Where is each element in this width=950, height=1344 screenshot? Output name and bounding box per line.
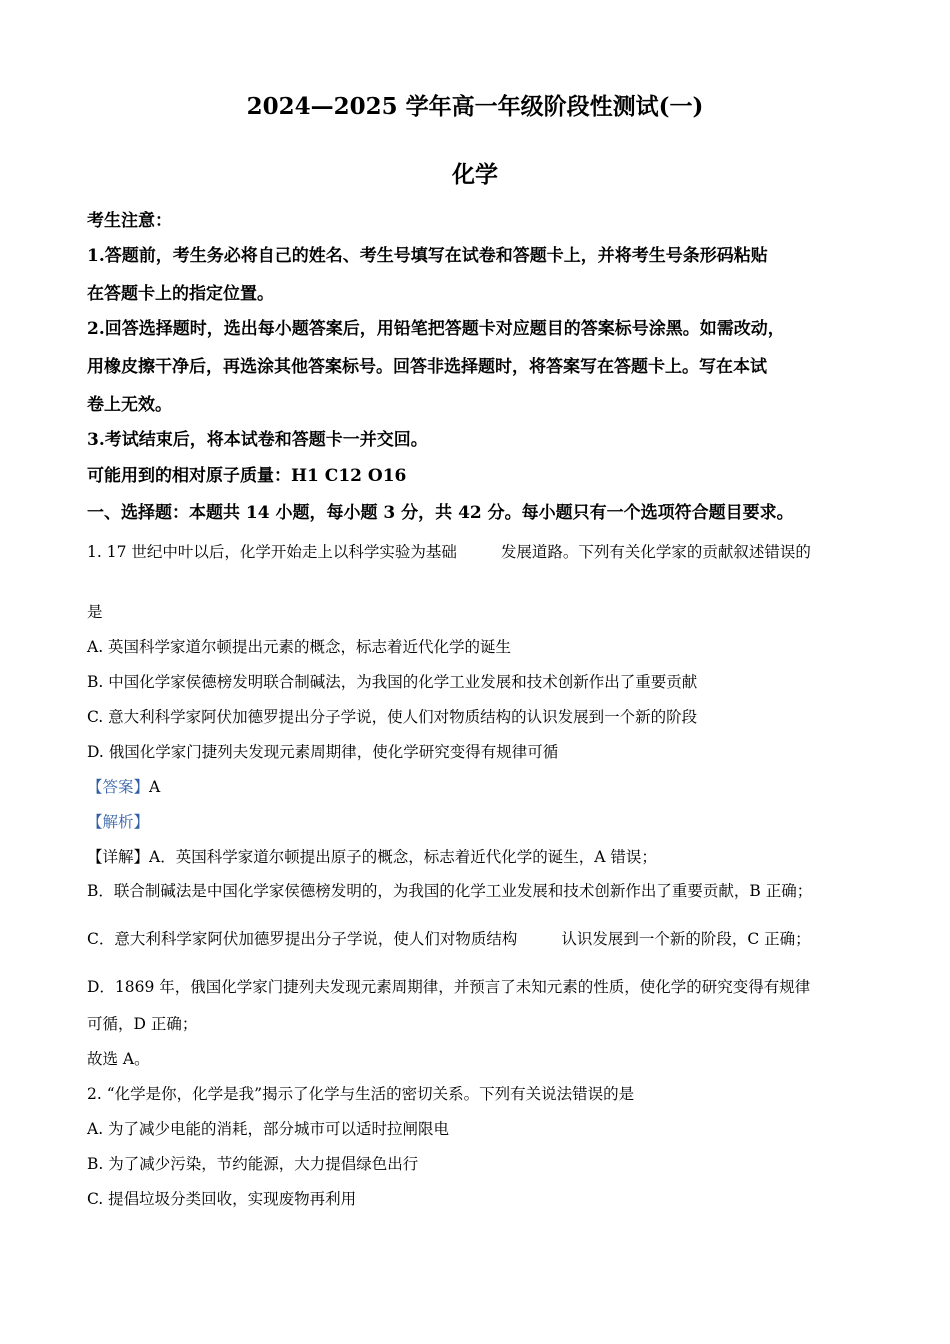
question-1-option-c: C. 意大利科学家阿伏加德罗提出分子学说，使人们对物质结构的认识发展到一个新的阶段 [87,708,698,726]
question-1-stem [87,541,862,563]
atomic-mass-note: 可能用到的相对原子质量：H1 C12 O16 [87,466,407,486]
question-1-detail-c [87,928,862,950]
notice-item-1-line-2: 在答题卡上的指定位置。 [87,284,274,304]
question-1-stem-part-2: 发展道路。下列有关化学家的贡献叙述错误的 [500,543,811,561]
question-1-stem-line-2: 是 [87,603,103,621]
question-1-answer [87,776,862,798]
question-1-option-a: A. 英国科学家道尔顿提出元素的概念，标志着近代化学的诞生 [87,638,512,656]
answer-value: A [149,778,161,796]
notice-item-2-line-2: 用橡皮擦干净后，再选涂其他答案标号。回答非选择题时，将答案写在答题卡上。写在本试 [87,357,767,377]
question-2-option-c: C. 提倡垃圾分类回收，实现废物再利用 [87,1190,357,1208]
question-1-detail-a: 【详解】A．英国科学家道尔顿提出原子的概念，标志着近代化学的诞生，A 错误； [87,848,657,866]
analysis-tag: 【解析】 [87,813,150,831]
notice-item-2-line-3: 卷上无效。 [87,395,172,415]
question-1-detail-c-part-2: 认识发展到一个新的阶段，C 正确； [561,930,811,948]
exam-title: 2024—2025 学年高一年级阶段性测试(一) [246,93,704,120]
question-1-detail-c-part-1: C．意大利科学家阿伏加德罗提出分子学说，使人们对物质结构 [87,930,518,948]
question-1-option-b: B. 中国化学家侯德榜发明联合制碱法，为我国的化学工业发展和技术创新作出了重要贡献 [87,673,698,691]
question-1-detail-b: B．联合制碱法是中国化学家侯德榜发明的，为我国的化学工业发展和技术创新作出了重要贡献，B 正确； [87,882,813,900]
question-1-detail-d-line-2: 可循，D 正确； [87,1015,198,1033]
question-1-conclusion: 故选 A。 [87,1050,150,1068]
notice-item-2-line-1: 2.回答选择题时，选出每小题答案后，用铅笔把答题卡对应题目的答案标号涂黑。如需改动， [87,319,785,339]
question-1-stem-part-1: 1. 17 世纪中叶以后，化学开始走上以科学实验为基础 [87,543,457,561]
question-2-stem: 2. “化学是你，化学是我”揭示了化学与生活的密切关系。下列有关说法错误的是 [87,1085,635,1103]
question-2-option-b: B. 为了减少污染，节约能源，大力提倡绿色出行 [87,1155,419,1173]
section-1-heading: 一、选择题：本题共 14 小题，每小题 3 分，共 42 分。每小题只有一个选项符合题目要求。 [87,503,794,523]
notice-item-1-line-1: 1.答题前，考生务必将自己的姓名、考生号填写在试卷和答题卡上，并将考生号条形码粘贴 [87,246,768,266]
notice-item-3: 3.考试结束后，将本试卷和答题卡一并交回。 [87,430,428,450]
subject-title: 化学 [452,161,498,188]
question-2-option-a: A. 为了减少电能的消耗，部分城市可以适时拉闸限电 [87,1120,450,1138]
question-1-option-d: D. 俄国化学家门捷列夫发现元素周期律，使化学研究变得有规律可循 [87,743,559,761]
question-1-detail-d-line-1: D．1869 年，俄国化学家门捷列夫发现元素周期律，并预言了未知元素的性质，使化学的研究变得有规律 [87,978,811,996]
notice-heading: 考生注意： [87,211,172,231]
answer-tag: 【答案】 [87,778,150,796]
